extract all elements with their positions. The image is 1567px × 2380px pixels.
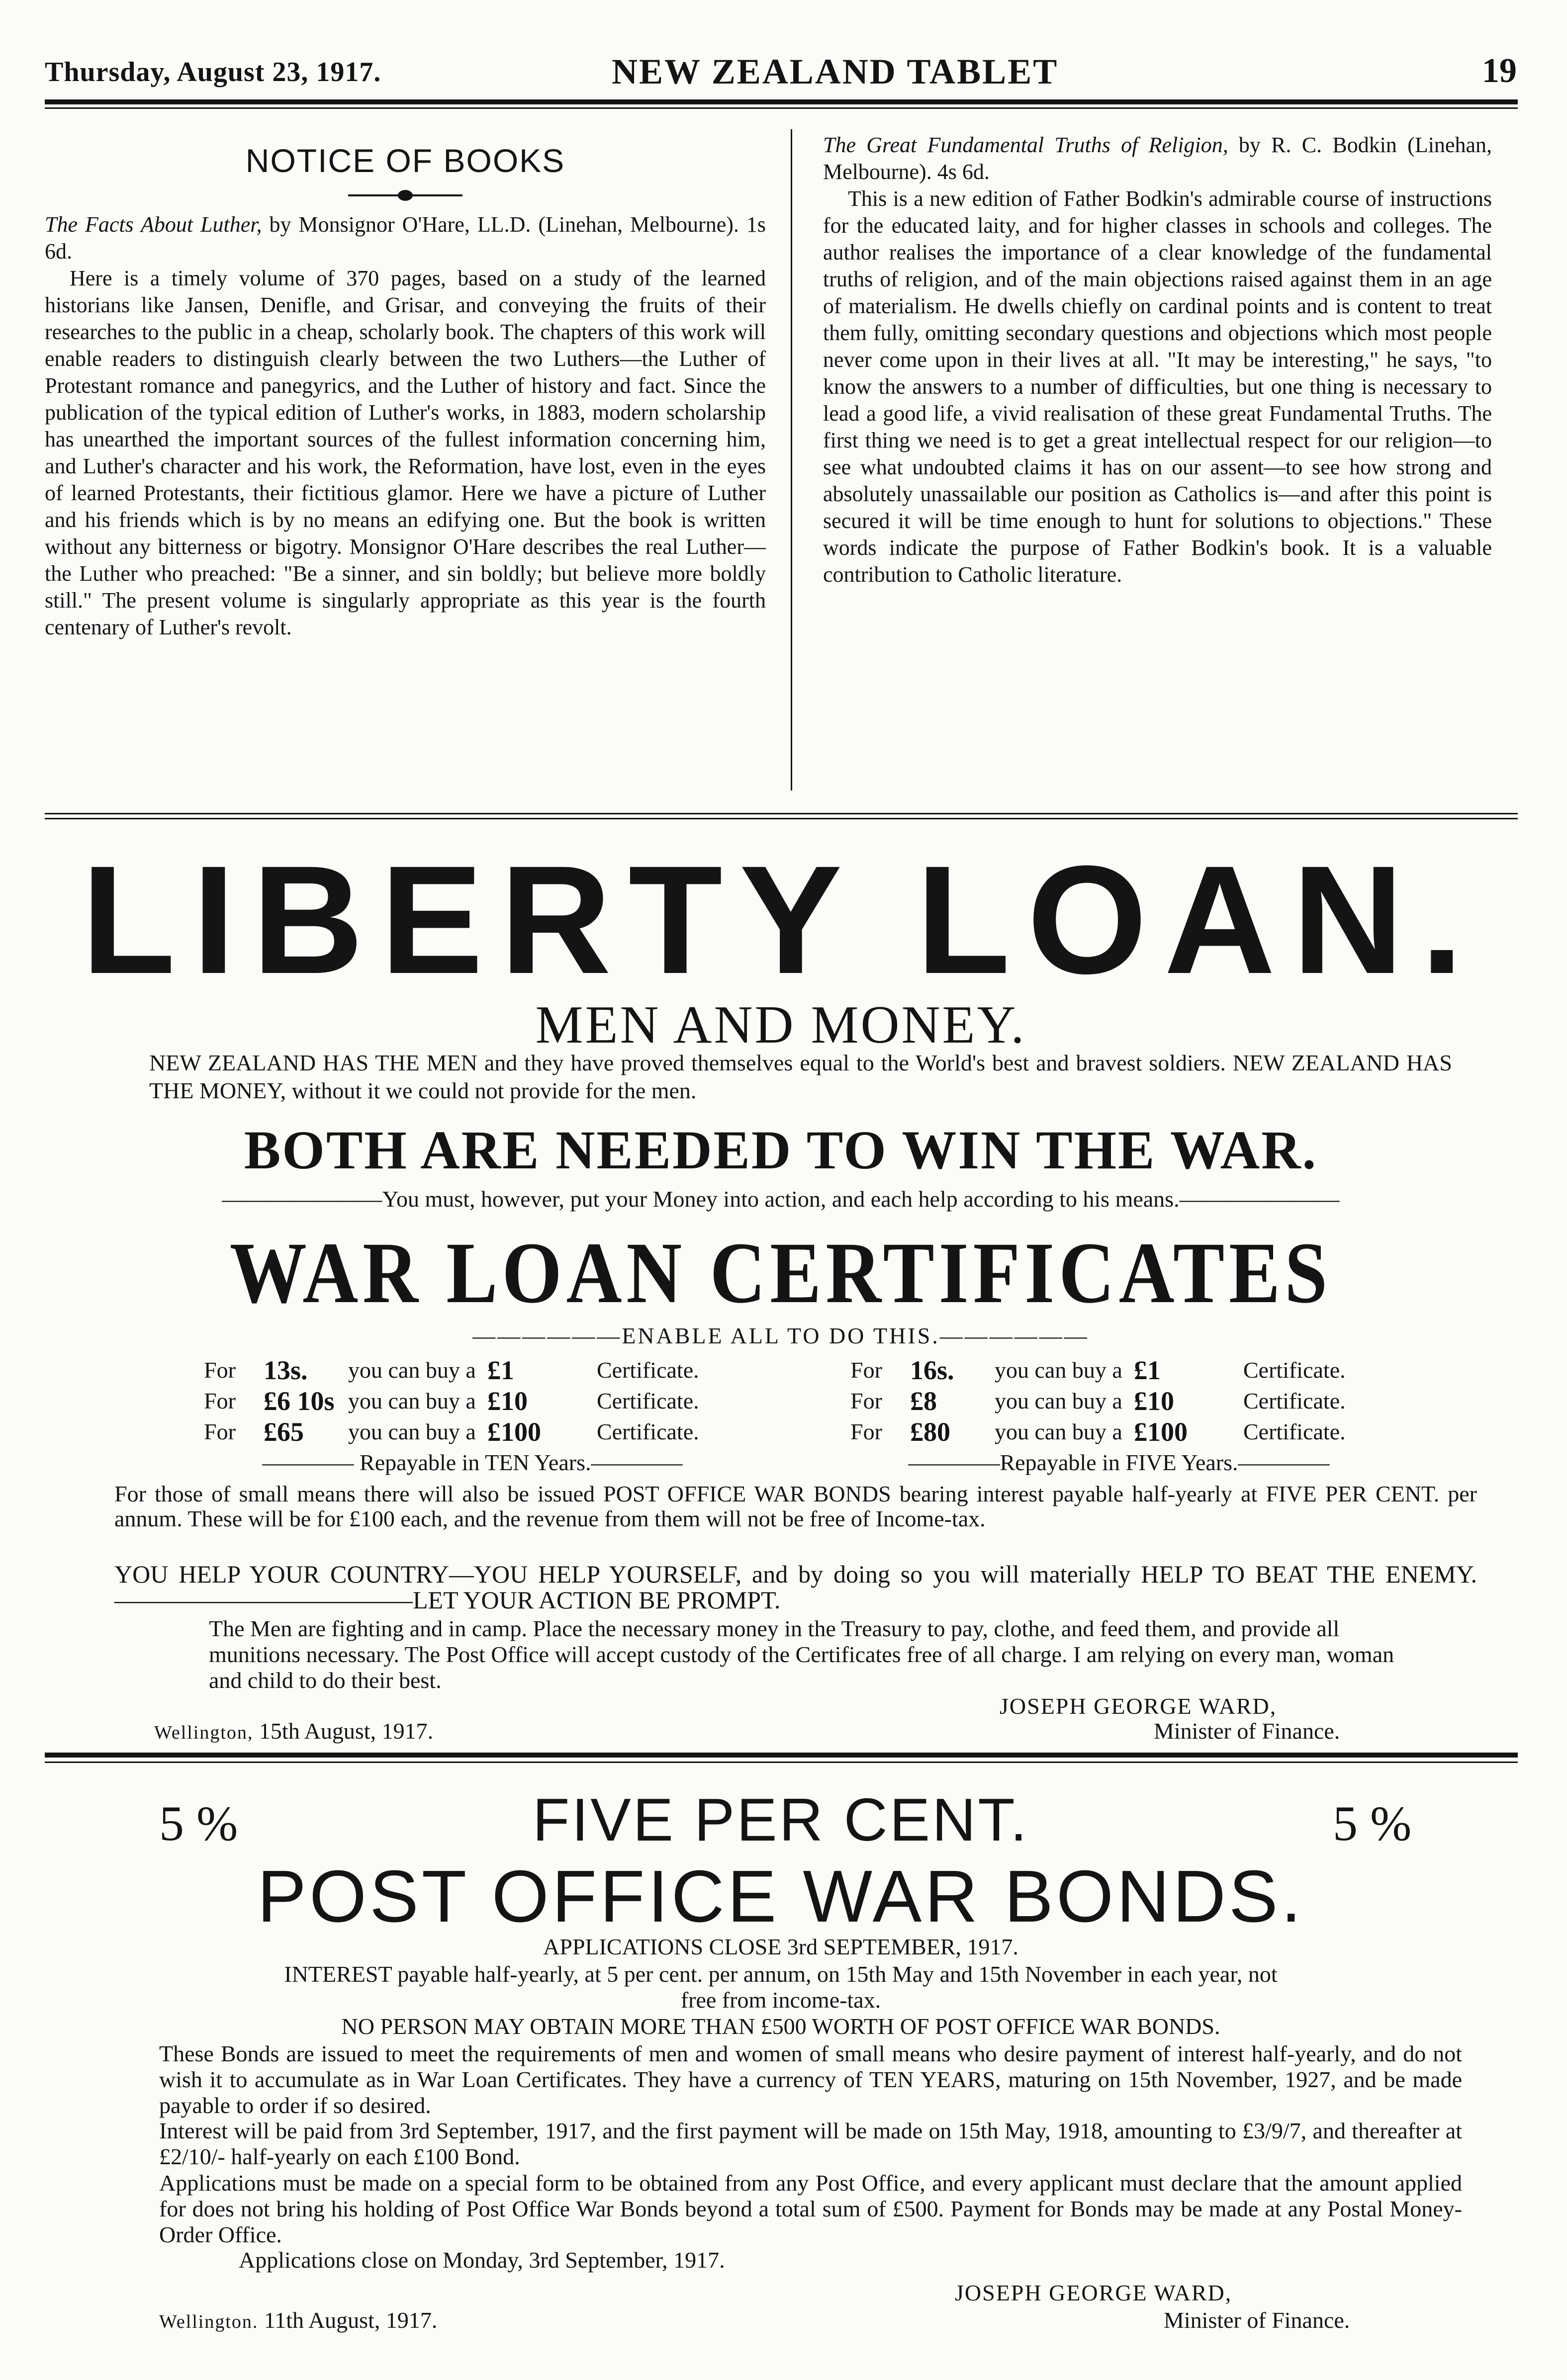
bonds-purpose-paragraph: These Bonds are issued to meet the requirements of men and women of small means who desire payment of interest half-yearly, and do not wish it to accumulate as in War Loan Certificates. They have a currency of TEN YEARS, maturing on 15th November, 1927, and be made payable to order if so desired. bbox=[159, 2041, 1462, 2118]
liberty-signature-title: Minister of Finance. bbox=[1154, 1718, 1340, 1744]
bonds-place: Wellington. bbox=[159, 2311, 259, 2332]
cert-label: Certificate. bbox=[1243, 1419, 1346, 1444]
liberty-loan-title: LIBERTY LOAN. bbox=[81, 833, 1480, 1006]
book1-review: Here is a timely volume of 370 pages, based on a study of the learned historians like Jansen, Denifle, and Grisar, and conveying the fruits of their researches to the public in a cheap, scholarly book. The chapters of this work will enable readers to distinguish clearly between the two Luthers—the Luther of Protestant romance and panegyrics, and the Luther of history and fact. Since the publication of the typical edition of Luther's works, in 1883, modern scholarship has unearthed the important sources of the fullest information concerning him, and Luther's character and his work, the Reformation, have lost, even in the eyes of learned Protestants, their fictitious glamor. Here we have a picture of Luther and his friends which is by no means an edifying one. But the book is written without any bitterness or bigotry. Monsignor O'Hare describes the real Luther—the Luther who preached: "Be a sinner, and sin boldly; but believe more boldly still." The present volume is singularly appropriate as this year is the fourth centenary of Luther's revolt. bbox=[45, 266, 766, 639]
cert-buy: you can buy a bbox=[348, 1419, 476, 1444]
five-percent-left: 5 % bbox=[159, 1796, 238, 1851]
ornament-divider bbox=[348, 194, 462, 196]
cert-value: £1 bbox=[487, 1355, 514, 1385]
masthead bbox=[45, 47, 1517, 94]
cert-value: £10 bbox=[1134, 1386, 1174, 1416]
cert-label: Certificate. bbox=[597, 1357, 699, 1383]
cert-row bbox=[850, 1355, 1422, 1386]
cert-price: 16s. bbox=[910, 1355, 954, 1385]
cert-label: Certificate. bbox=[1243, 1388, 1346, 1413]
cert-row bbox=[204, 1355, 776, 1386]
bonds-application-paragraph: Applications must be made on a special form to be obtained from any Post Office, and every applicant must declare that the amount applied for does not bring his holding of Post Office War Bonds beyond a total sum of £500. Payment for Bonds may be made at any Postal Money-Order Office. bbox=[159, 2170, 1462, 2247]
cert-label: Certificate. bbox=[1243, 1357, 1346, 1383]
masthead-title: NEW ZEALAND TABLET bbox=[612, 52, 1059, 91]
certificates-five-years bbox=[850, 1355, 1422, 1478]
applications-close-line: APPLICATIONS CLOSE 3rd SEPTEMBER, 1917. bbox=[543, 1934, 1018, 1959]
cert-row bbox=[850, 1386, 1422, 1416]
book2-byline: by R. C. Bodkin (Linehan, Melbourne). 4s 6d. bbox=[823, 133, 1492, 184]
no-person-line: NO PERSON MAY OBTAIN MORE THAN £500 WORTH OF POST OFFICE WAR BONDS. bbox=[341, 2014, 1220, 2039]
certificates-ten-years bbox=[204, 1355, 776, 1478]
help-your-country: YOU HELP YOUR COUNTRY—YOU HELP YOURSELF, and by doing so you will materially HELP TO BEAT THE ENEMY.————————————LET YOUR ACTION BE PROMPT. bbox=[114, 1560, 1477, 1614]
ad-rule bbox=[45, 1753, 1518, 1758]
bonds-dateline bbox=[159, 2307, 437, 2333]
cert-for: For bbox=[850, 1388, 882, 1413]
cert-buy: you can buy a bbox=[348, 1357, 476, 1383]
repayable-five-years: ————Repayable in FIVE Years.———— bbox=[908, 1450, 1330, 1475]
book2-title: The Great Fundamental Truths of Religion, bbox=[823, 133, 1228, 157]
small-means-paragraph: For those of small means there will also be issued POST OFFICE WAR BONDS bearing interest payable half-yearly at FIVE PER CENT. per annum. These will be for £100 each, and the revenue from them will not be free of Income-tax. bbox=[114, 1481, 1477, 1531]
masthead-rule-thin bbox=[45, 107, 1518, 109]
liberty-place: Wellington, bbox=[154, 1722, 254, 1743]
cert-label: Certificate. bbox=[597, 1419, 699, 1444]
both-needed-heading: BOTH ARE NEEDED TO WIN THE WAR. bbox=[244, 1120, 1318, 1180]
ad-rule-thin bbox=[45, 1762, 1518, 1763]
cert-for: For bbox=[204, 1419, 236, 1444]
bonds-interest-paragraph: Interest will be paid from 3rd September, 1917, and the first payment will be made on 15th May, 1918, amounting to £3/9/7, and thereafter at £2/10/- half-yearly on each £100 Bond. bbox=[159, 2118, 1462, 2169]
cert-buy: you can buy a bbox=[995, 1357, 1122, 1383]
cert-value: £100 bbox=[1134, 1417, 1188, 1447]
liberty-intro: NEW ZEALAND HAS THE MEN and they have proved themselves equal to the World's best and bravest soldiers. NEW ZEALAND HAS THE MONEY, without it we could not provide for the men. bbox=[149, 1050, 1452, 1103]
liberty-dateline bbox=[154, 1718, 433, 1744]
notice-heading: NOTICE OF BOOKS bbox=[245, 142, 565, 179]
page-number: 19 bbox=[1482, 52, 1517, 90]
column-divider bbox=[791, 129, 792, 791]
masthead-rule bbox=[45, 99, 1518, 104]
cert-for: For bbox=[850, 1419, 882, 1444]
cert-value: £100 bbox=[487, 1417, 541, 1447]
book2-review: This is a new edition of Father Bodkin's admirable course of instructions for the educated laity, and for higher classes in schools and colleges. The author realises the importance of a clear knowledge of the fundamental truths of religion, and of the main objections raised against them in an age of materialism. He dwells chiefly on cardinal points and is content to treat them fully, omitting secondary questions and objections which most people never come upon in their lives at all. "It may be interesting," he says, "to know the answers to a number of difficulties, but one thing is necessary to lead a good life, a vivid realisation of these great Fundamental Truths. The first thing we need is to get a great intellectual respect for our religion—to see what undoubted claims it has on our assent—to see how strong and absolutely unassailable our position as Catholics is—and after this point is secured it will be time enough to hunt for solutions to objections." These words indicate the purpose of Father Bodkin's book. It is a valuable contribution to Catholic literature. bbox=[823, 186, 1492, 587]
bonds-signature-title: Minister of Finance. bbox=[1164, 2307, 1350, 2333]
section-rule bbox=[45, 813, 1518, 814]
enable-all-line: ——————ENABLE ALL TO DO THIS.—————— bbox=[472, 1323, 1089, 1348]
liberty-signature: JOSEPH GEORGE WARD, bbox=[1000, 1693, 1277, 1719]
money-into-action-line: ———————You must, however, put your Money into action, and each help according to his means.——————— bbox=[222, 1186, 1340, 1212]
book-review-column bbox=[823, 132, 1492, 588]
cert-for: For bbox=[204, 1388, 236, 1413]
book1-byline: by Monsignor O'Hare, LL.D. (Linehan, Melbourne). 1s 6d. bbox=[45, 212, 766, 264]
cert-buy: you can buy a bbox=[995, 1419, 1122, 1444]
cert-price: £8 bbox=[910, 1386, 937, 1416]
masthead-date: Thursday, August 23, 1917. bbox=[45, 57, 381, 88]
men-and-money-subtitle: MEN AND MONEY. bbox=[535, 995, 1026, 1055]
repayable-ten-years: ———— Repayable in TEN Years.———— bbox=[262, 1450, 683, 1475]
five-per-cent-title: FIVE PER CENT. bbox=[532, 1786, 1029, 1853]
cert-price: £65 bbox=[264, 1417, 304, 1447]
book2-citation bbox=[823, 132, 1492, 185]
post-office-war-bonds-title: POST OFFICE WAR BONDS. bbox=[257, 1855, 1304, 1938]
interest-line: INTEREST payable half-yearly, at 5 per cent. per annum, on 15th May and 15th November in each year, not free from income-tax. bbox=[284, 1961, 1278, 2013]
five-percent-right: 5 % bbox=[1333, 1796, 1412, 1851]
cert-row bbox=[850, 1416, 1422, 1447]
cert-price: £6 10s bbox=[264, 1386, 335, 1416]
men-fighting-paragraph: The Men are fighting and in camp. Place the necessary money in the Treasury to pay, clothe, and feed them, and provide all munitions necessary. The Post Office will accept custody of the Certificates free of all charge. I am relying on every man, woman and child to do their best. bbox=[209, 1616, 1394, 1693]
cert-price: 13s. bbox=[264, 1355, 308, 1385]
cert-for: For bbox=[204, 1357, 236, 1383]
bonds-signature: JOSEPH GEORGE WARD, bbox=[955, 2280, 1232, 2305]
war-loan-certificates-heading: WAR LOAN CERTIFICATES bbox=[229, 1225, 1332, 1322]
bonds-date: 11th August, 1917. bbox=[258, 2307, 438, 2333]
cert-row bbox=[204, 1386, 776, 1416]
cert-price: £80 bbox=[910, 1417, 950, 1447]
book1-title: The Facts About Luther, bbox=[45, 212, 262, 237]
cert-value: £1 bbox=[1134, 1355, 1161, 1385]
cert-row bbox=[204, 1416, 776, 1447]
cert-label: Certificate. bbox=[597, 1388, 699, 1413]
cert-buy: you can buy a bbox=[348, 1388, 476, 1413]
cert-buy: you can buy a bbox=[995, 1388, 1122, 1413]
section-rule-2 bbox=[45, 818, 1518, 819]
bonds-close-line: Applications close on Monday, 3rd September, 1917. bbox=[239, 2247, 725, 2273]
cert-value: £10 bbox=[487, 1386, 528, 1416]
notice-of-books-column bbox=[45, 132, 766, 641]
liberty-date: 15th August, 1917. bbox=[253, 1718, 434, 1744]
book1-citation bbox=[45, 211, 766, 265]
cert-for: For bbox=[850, 1357, 882, 1383]
